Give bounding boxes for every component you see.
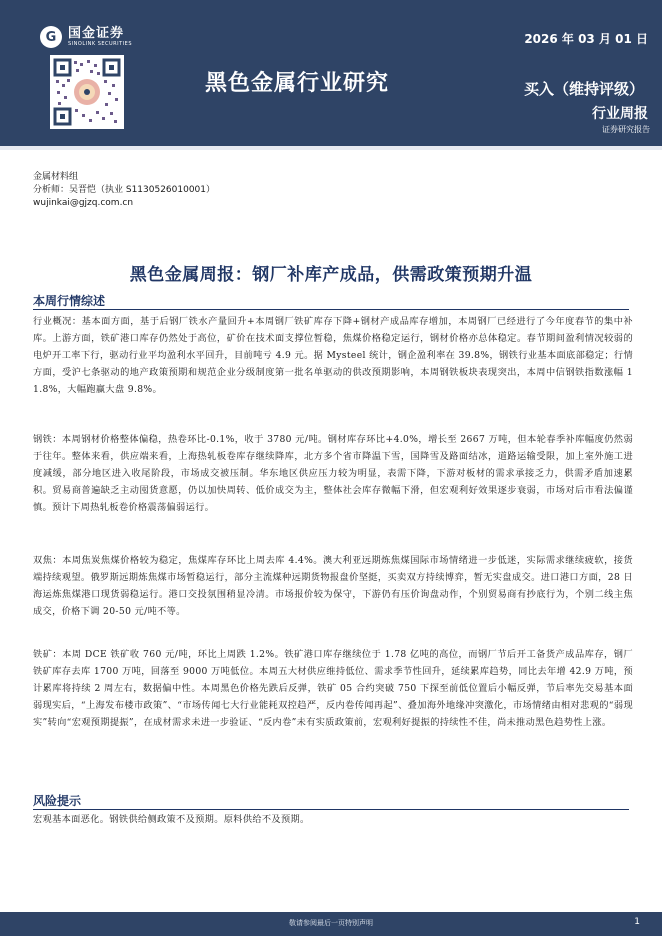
brand-name-cn: 国金证券	[68, 25, 125, 41]
footer-bar	[0, 912, 662, 936]
section-divider	[33, 309, 629, 310]
report-category-title: 黑色金属行业研究	[205, 71, 390, 96]
report-subtype: 证券研究报告	[602, 125, 650, 134]
report-date: 2026 年 03 月 01 日	[524, 32, 648, 46]
analyst-group: 金属材料组	[33, 172, 79, 182]
section-divider	[33, 809, 629, 810]
analyst-email: wujinkai@gjzq.com.cn	[33, 198, 134, 208]
report-type: 行业周报	[592, 106, 648, 122]
footer-disclaimer: 敬请参阅最后一页特别声明	[289, 919, 373, 927]
header-banner	[0, 0, 662, 150]
report-headline: 黑色金属周报：钢厂补库产成品，供需政策预期升温	[129, 265, 533, 285]
paragraph-risk: 宏观基本面恶化。钢铁供给侧政策不及预期。原料供给不及预期。	[33, 814, 310, 825]
paragraph-coking-coal: 双焦：本周焦炭焦煤价格较为稳定，焦煤库存环比上周去库 4.4%。澳大利亚远期炼焦煤国际市场情绪进一步低迷，实际需求继续疲软，接货端持续观望。俄罗斯远期炼焦煤市场暂稳运行，部分主流煤种远期货物报盘价坚挺，买卖双方持续博弈，暂无实盘成交。进口港口方面，28 日海运炼焦煤港口现货弱稳运行。港口交投氛围稍显冷清。市场报价较为保守，下游仍有压价询盘动作，个别贸易商有抄底行为，个别二线主焦成交，价格下调 20-50 元/吨不等。	[33, 555, 633, 617]
rating-badge: 买入（维持评级）	[523, 80, 644, 98]
page-number: 1	[634, 917, 640, 927]
paragraph-iron-ore: 铁矿：本周 DCE 铁矿收 760 元/吨，环比上周跌 1.2%。铁矿港口库存继续位于 1.78 亿吨的高位，而钢厂节后开工备货产成品库存，钢厂铁矿库存去库 1700 万吨，回落至 9000 万吨低位。本周五大材供应维持低位、需求季节性回升，延续累库趋势，同比去年增 42.9 万吨，预计累库将持续 2 周左右，数据偏中性。本周黑色价格先跌后反弹，铁矿 05 合约突破 750 下探至前低位置后小幅反弹，节后率先交易基本面弱现实后，“上海发布楼市政策”、“市场传闻七大行业能耗双控趋严，反内卷传闻再起”、叠加海外地缘冲突激化，市场情绪由相对悲观的“弱现实”转向“宏观预期提振”，在成材需求未进一步验证、“反内卷”未有实质政策前，宏观利好提振的持续性不佳，尚未推动黑色趋势性上涨。	[33, 649, 633, 728]
paragraph-steel: 钢铁：本周钢材价格整体偏稳，热卷环比-0.1%，收于 3780 元/吨。钢材库存环比+4.0%，增长至 2667 万吨，但本轮春季补库幅度仍然弱于往年。整体来看，供应端来看，上海热轧板卷库存继续降库，北方多个省市降温下雪，国降雪及路面结冰，道路运输受限，加上室外施工进度减缓，部分地区进入收尾阶段，市场成交被压制。华东地区供应压力较为明显，表需下降，下游对板材的需求承接乏力，供需矛盾加速累积。贸易商普遍缺乏主动囤货意愿，仍以加快周转、低价成交为主，整体社会库存微幅下滑，但宏观利好效果逐步衰弱，市场对后市看法偏谨慎。预计下周热轧板卷价格震荡偏弱运行。	[33, 434, 633, 513]
logo-mark-icon: G	[40, 26, 62, 48]
analyst-info	[33, 171, 215, 210]
section-title-market: 本周行情综述	[33, 294, 106, 308]
analyst-name: 分析师：吴晋恺（执业 S1130526010001）	[33, 185, 216, 195]
qr-code-icon	[50, 55, 124, 129]
section-title-risk: 风险提示	[33, 794, 82, 808]
brand-name-en: SINOLINK SECURITIES	[68, 40, 132, 47]
brand-logo	[40, 26, 132, 48]
paragraph-industry-overview: 行业概况：基本面方面，基于后钢厂铁水产量回升+本周钢厂铁矿库存下降+钢材产成品库存增加，本周钢厂已经进行了今年度春节的集中补库。上游方面，铁矿港口库存仍然处于高位，矿价在技术面支撑位暂稳，焦煤价格稳定运行，钢材价格亦总体稳定。春节期间盈利情况较弱的电炉开工率下行，驱动行业平均盈利水平回升，目前吨亏 4.9 元。据 Mysteel 统计，钢企盈利率在 39.8%，钢铁行业基本面底部稳定；行情方面，受沪七条驱动的地产政策预期和规范企业分级制度第一批名单驱动的供改预期影响，本周钢铁板块表现突出，本周中信钢铁指数涨幅 11.8%，大幅跑赢大盘 9.8%。	[33, 316, 633, 395]
